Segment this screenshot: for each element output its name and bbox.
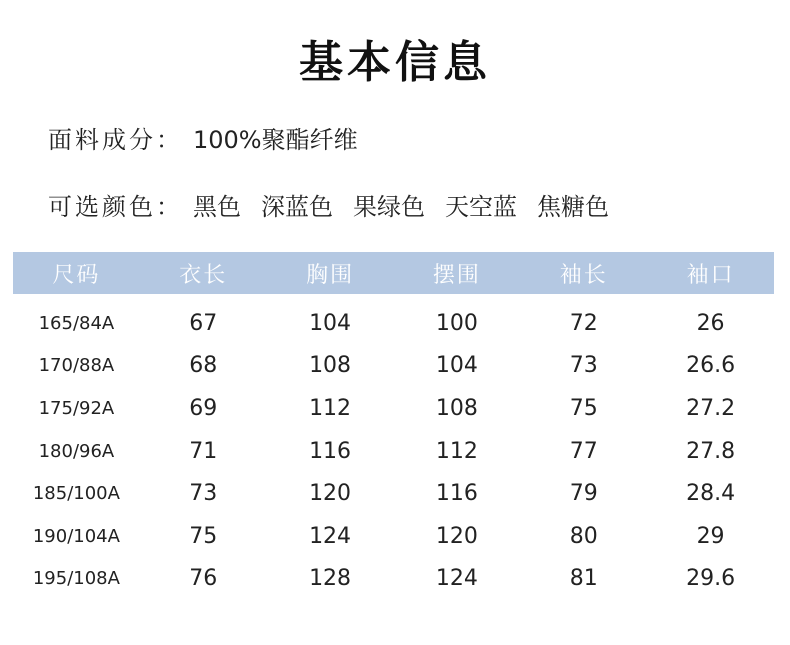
table-row xyxy=(13,515,774,558)
size-cell: 175/92A xyxy=(38,397,115,419)
size-cell: 170/88A xyxy=(38,355,115,377)
cuff-cell: 28.4 xyxy=(686,481,736,507)
table-row xyxy=(13,430,774,473)
hem-cell: 124 xyxy=(435,566,478,592)
hem-cell: 108 xyxy=(435,395,478,421)
hem-cell: 104 xyxy=(435,353,478,379)
colors-label: 可选颜色： xyxy=(48,193,183,221)
column-header-chest: 胸围 xyxy=(306,262,355,288)
length-cell: 71 xyxy=(189,438,218,464)
fabric-label: 面料成分： xyxy=(48,126,183,154)
table-row xyxy=(13,472,774,515)
chest-cell: 112 xyxy=(309,395,352,421)
sleeve-length-cell: 72 xyxy=(569,310,598,336)
fabric-composition xyxy=(48,120,358,155)
length-cell: 75 xyxy=(189,523,218,549)
cuff-cell: 26 xyxy=(696,310,725,336)
color-option: 果绿色 xyxy=(353,193,425,221)
size-cell: 185/100A xyxy=(32,483,120,505)
table-row xyxy=(13,345,774,388)
hem-cell: 112 xyxy=(435,438,478,464)
sleeve-length-cell: 80 xyxy=(569,523,598,549)
cuff-cell: 27.2 xyxy=(686,395,736,421)
hem-cell: 100 xyxy=(435,310,478,336)
length-cell: 69 xyxy=(189,395,218,421)
size-cell: 195/108A xyxy=(32,568,120,590)
cuff-cell: 29.6 xyxy=(686,566,736,592)
cuff-cell: 27.8 xyxy=(686,438,736,464)
color-option: 黑色 xyxy=(193,193,241,221)
hem-cell: 116 xyxy=(435,481,478,507)
sleeve-length-cell: 75 xyxy=(569,395,598,421)
size-cell: 180/96A xyxy=(38,440,115,462)
hem-cell: 120 xyxy=(435,523,478,549)
column-header-sleeve-length: 袖长 xyxy=(559,262,608,288)
sleeve-length-cell: 73 xyxy=(569,353,598,379)
color-list xyxy=(193,187,609,222)
chest-cell: 128 xyxy=(309,566,352,592)
color-option: 焦糖色 xyxy=(537,193,609,221)
available-colors xyxy=(48,187,609,222)
chest-cell: 104 xyxy=(309,310,352,336)
sleeve-length-cell: 81 xyxy=(569,566,598,592)
column-header-cuff: 袖口 xyxy=(686,262,735,288)
sleeve-length-cell: 77 xyxy=(569,438,598,464)
length-cell: 76 xyxy=(189,566,218,592)
table-row xyxy=(13,558,774,601)
column-header-hem: 摆围 xyxy=(432,262,481,288)
chest-cell: 120 xyxy=(309,481,352,507)
length-cell: 68 xyxy=(189,353,218,379)
color-option: 深蓝色 xyxy=(261,193,333,221)
length-cell: 73 xyxy=(189,481,218,507)
column-header-size: 尺码 xyxy=(52,262,101,288)
color-option: 天空蓝 xyxy=(445,193,517,221)
size-cell: 165/84A xyxy=(38,312,115,334)
chest-cell: 108 xyxy=(309,353,352,379)
chest-cell: 124 xyxy=(309,523,352,549)
column-header-length: 衣长 xyxy=(179,262,228,288)
cuff-cell: 26.6 xyxy=(686,353,736,379)
fabric-value: 100%聚酯纤维 xyxy=(193,126,358,154)
table-row xyxy=(13,294,774,345)
size-chart-table xyxy=(13,252,774,600)
cuff-cell: 29 xyxy=(696,523,725,549)
chest-cell: 116 xyxy=(309,438,352,464)
size-cell: 190/104A xyxy=(32,525,120,547)
table-header-row xyxy=(13,252,774,294)
sleeve-length-cell: 79 xyxy=(569,481,598,507)
length-cell: 67 xyxy=(189,310,218,336)
table-row xyxy=(13,387,774,430)
page-title: 基本信息 xyxy=(299,37,491,88)
